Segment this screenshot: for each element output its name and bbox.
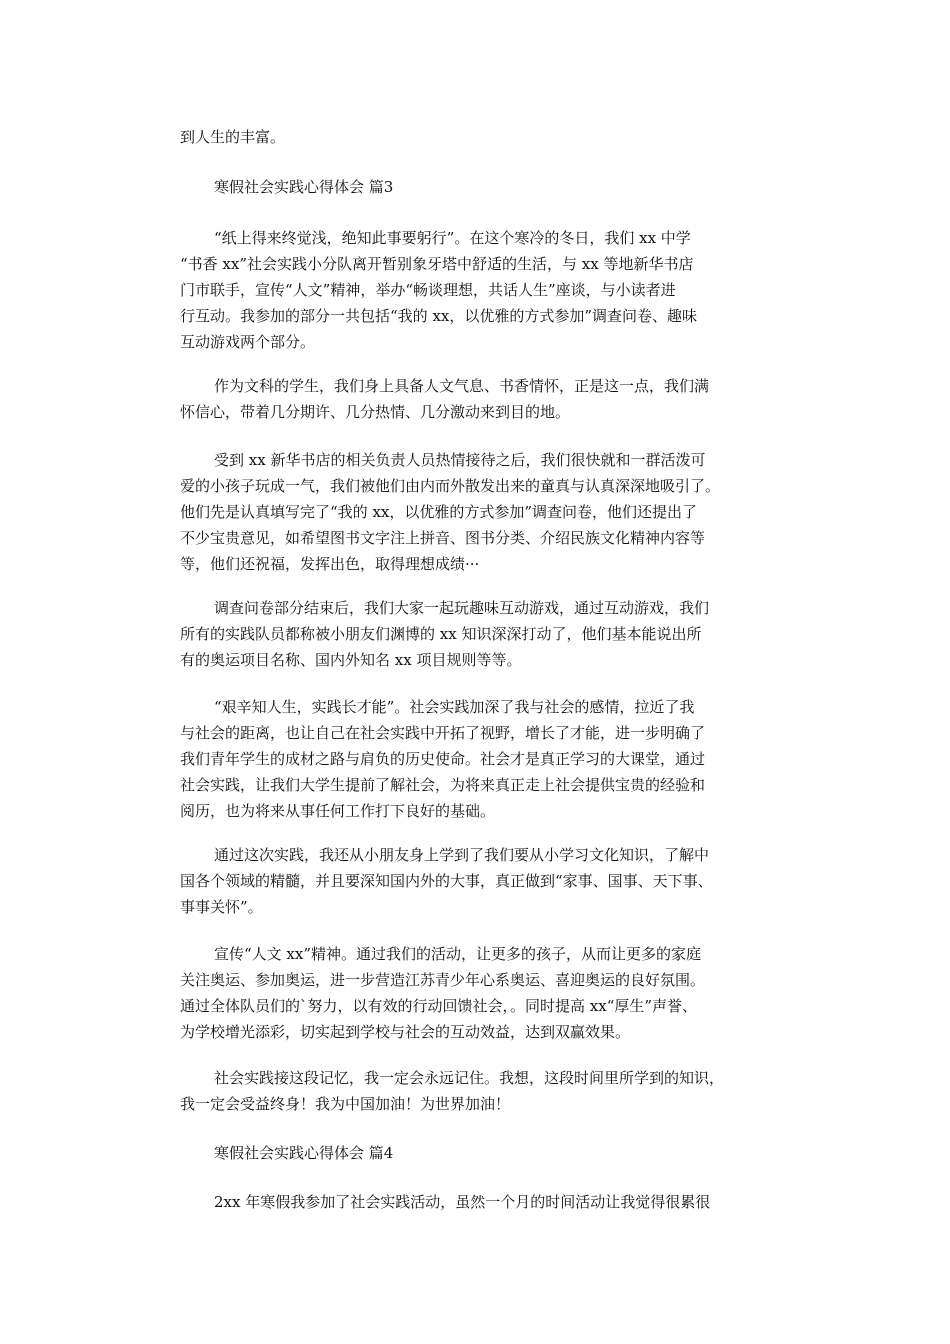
text-line: “纸上得来终觉浅，绝知此事要躬行”。在这个寒冷的冬日，我们 xx 中学 [214,229,691,247]
text-line: “艰辛知人生，实践长才能”。社会实践加深了我与社会的感情，拉近了我 [214,698,695,716]
body-paragraph [180,1065,780,1117]
text-line: 社会实践接这段记忆，我一定会永远记住。我想，这段时间里所学到的知识， [214,1069,725,1087]
text-line: 不少宝贵意见，如希望图书文字注上拼音、图书分类、介绍民族文化精神内容等 [180,529,706,547]
text-line: 互动游戏两个部分。 [180,333,316,351]
text-line: 行互动。我参加的部分一共包括“我的 xx，以优雅的方式参加”调查问卷、趣味 [180,307,698,325]
body-paragraph [180,694,780,824]
text-line: 社会实践，让我们大学生提前了解社会，为将来真正走上社会提供宝贵的经验和 [180,776,706,794]
text-line: 事事关怀”。 [180,898,263,916]
text-line: 2xx 年寒假我参加了社会实践活动，虽然一个月的时间活动让我觉得很累很 [214,1193,711,1211]
body-paragraph [180,941,780,1045]
text-line: 阅历，也为将来从事任何工作打下良好的基础。 [180,802,496,820]
body-paragraph [180,225,780,355]
body-paragraph [180,373,780,425]
section-heading [180,1140,780,1166]
text-line: 受到 xx 新华书店的相关负责人员热情接待之后，我们很快就和一群活泼可 [214,451,706,469]
text-line: 我一定会受益终身！我为中国加油！为世界加油！ [180,1095,511,1113]
body-paragraph [180,842,780,920]
body-paragraph [180,447,780,577]
text-line: 宣传“人文 xx”精神。通过我们的活动，让更多的孩子，从而让更多的家庭 [214,945,702,963]
text-line: 爱的小孩子玩成一气，我们被他们由内而外散发出来的童真与认真深深地吸引了。 [180,477,721,495]
text-line: 通过这次实践，我还从小朋友身上学到了我们要从小学习文化知识，了解中 [214,846,710,864]
text-line: 有的奥运项目名称、国内外知名 xx 项目规则等等。 [180,651,522,669]
text-line: 怀信心，带着几分期许、几分热情、几分激动来到目的地。 [180,403,571,421]
paragraph-continuation [180,124,780,150]
text-line: 门市联手，宣传“人文”精神，举办“畅谈理想，共话人生”座谈，与小读者进 [180,281,676,299]
text-line: 到人生的丰富。 [180,128,286,146]
text-line: 与社会的距离，也让自己在社会实践中开拓了视野，增长了才能，进一步明确了 [180,724,706,742]
text-line: 关注奥运、参加奥运，进一步营造江苏青少年心系奥运、喜迎奥运的良好氛围。 [180,971,706,989]
text-line: 为学校增光添彩，切实起到学校与社会的互动效益，达到双赢效果。 [180,1023,631,1041]
body-paragraph [180,1189,780,1215]
text-line: 调查问卷部分结束后，我们大家一起玩趣味互动游戏，通过互动游戏，我们 [214,599,710,617]
text-line: 等，他们还祝福，发挥出色，取得理想成绩··· [180,555,480,573]
section-heading-text: 寒假社会实践心得体会 篇3 [214,178,394,196]
text-line: 国各个领域的精髓，并且要深知国内外的大事，真正做到“家事、国事、天下事、 [180,872,713,890]
section-heading [180,174,780,200]
text-line: 通过全体队员们的`努力，以有效的行动回馈社会，。同时提高 xx“厚生”声誉、 [180,997,698,1015]
text-line: 所有的实践队员都称被小朋友们渊博的 xx 知识深深打动了，他们基本能说出所 [180,625,702,643]
section-heading-text: 寒假社会实践心得体会 篇4 [214,1144,394,1162]
text-line: 他们先是认真填写完了“我的 xx，以优雅的方式参加”调查问卷，他们还提出了 [180,503,698,521]
text-line: 我们青年学生的成材之路与肩负的历史使命。社会才是真正学习的大课堂，通过 [180,750,706,768]
text-line: 作为文科的学生，我们身上具备人文气息、书香情怀，正是这一点，我们满 [214,377,710,395]
body-paragraph [180,595,780,673]
text-line: “书香 xx”社会实践小分队离开暂别象牙塔中舒适的生活，与 xx 等地新华书店 [180,255,694,273]
